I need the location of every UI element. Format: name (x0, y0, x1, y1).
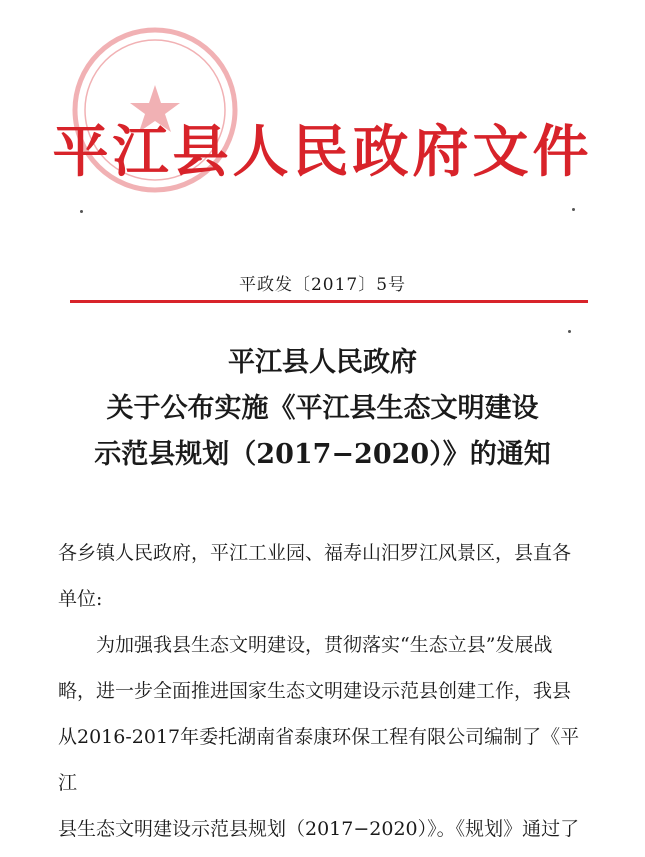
notice-title-line: 关于公布实施《平江县生态文明建设 (106, 393, 539, 424)
addressee-line: 单位: (58, 588, 103, 610)
document-number: 平政发〔2017〕5号 (238, 275, 407, 295)
scan-speck (568, 330, 571, 333)
body-line: 县生态文明建设示范县规划（2017−2020）》。《规划》通过了 (58, 818, 580, 840)
notice-title (0, 340, 645, 478)
body-line: 从2016-2017年委托湖南省泰康环保工程有限公司编制了《平江 (58, 726, 580, 794)
body-line: 为加强我县生态文明建设，贯彻落实“生态立县”发展战 (96, 634, 553, 656)
notice-body (58, 530, 598, 852)
addressee-line: 各乡镇人民政府，平江工业园、福寿山汨罗江风景区，县直各 (58, 542, 572, 564)
scan-speck (572, 208, 575, 211)
notice-title-line: 示范县规划（2017−2020）》的通知 (94, 439, 551, 470)
scan-speck (80, 210, 83, 213)
document-header-title: 平江县人民政府文件 (52, 119, 593, 185)
red-divider-line (70, 300, 588, 303)
notice-title-line: 平江县人民政府 (228, 347, 417, 378)
body-line: 略，进一步全面推进国家生态文明建设示范县创建工作，我县 (58, 680, 572, 702)
